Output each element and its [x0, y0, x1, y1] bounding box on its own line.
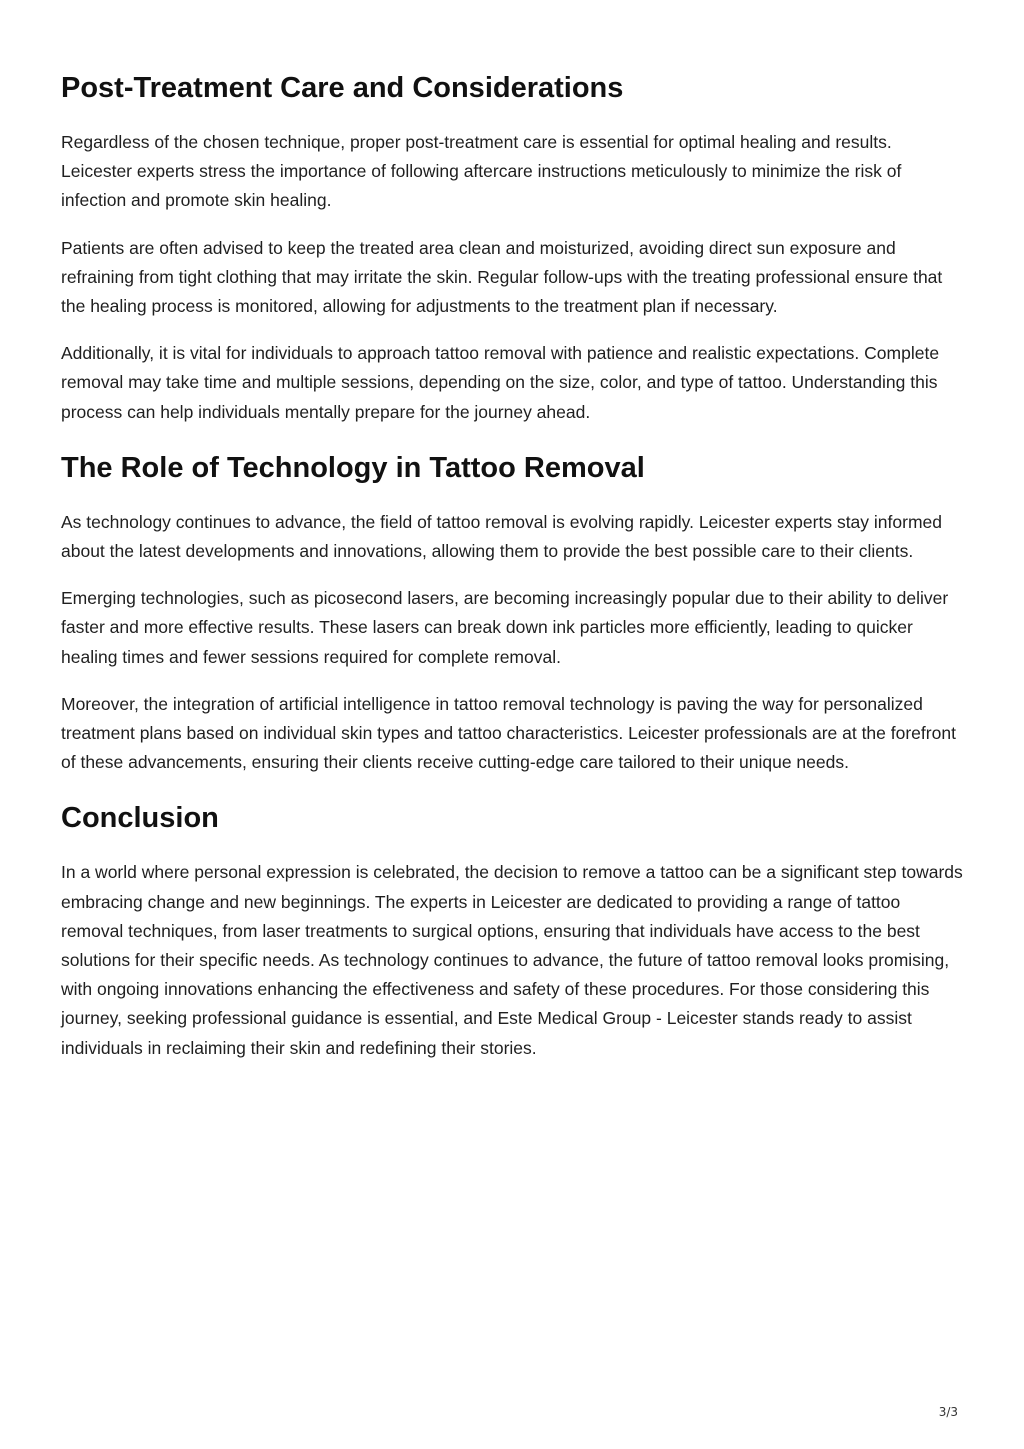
- paragraph: Emerging technologies, such as picosecond lasers, are becoming increasingly popular due to their ability to deliver faster and more effective results. These lasers can break down ink particles more efficiently, leading to quicker healing times and fewer sessions required for complete removal.: [61, 588, 949, 667]
- paragraph: Additionally, it is vital for individuals to approach tattoo removal with patience and realistic expectations. Complete removal may take time and multiple sessions, depending on the size, color, and type of tattoo. Understanding this process can help individuals mentally prepare for the journey ahead.: [61, 343, 940, 422]
- section-heading: Post-Treatment Care and Considerations: [61, 72, 624, 104]
- page-number: 3/3: [938, 1405, 958, 1419]
- document-page: [61, 0, 965, 1063]
- section-heading: Conclusion: [61, 802, 219, 835]
- paragraph: Moreover, the integration of artificial intelligence in tattoo removal technology is paving the way for personalized treatment plans based on individual skin types and tattoo characteristics. Leicester professionals are at the forefront of these advancements, ensuring their clients receive cutting-edge care tailored to their unique needs.: [61, 693, 956, 773]
- paragraph: In a world where personal expression is celebrated, the decision to remove a tattoo can be a significant step towards embracing change and new beginnings. The experts in Leicester are dedicated to providing a range of tattoo removal techniques, from laser treatments to surgical options, ensuring that individuals have access to the best solutions for their specific needs. As technology continues to advance, the future of tattoo removal looks promising, with ongoing innovations enhancing the effectiveness and safety of these procedures. For those considering this journey, seeking professional guidance is essential, and Este Medical Group - Leicester stands ready to assist individuals in reclaiming their skin and redefining their stories.: [61, 862, 963, 1058]
- section-heading: The Role of Technology in Tattoo Removal: [61, 451, 645, 484]
- paragraph: Patients are often advised to keep the treated area clean and moisturized, avoiding direct sun exposure and refraining from tight clothing that may irritate the skin. Regular follow-ups with the treating professional ensure that the healing process is monitored, allowing for adjustments to the treatment plan if necessary.: [61, 237, 943, 317]
- section-conclusion: [61, 800, 965, 1062]
- section-post-treatment-care: [61, 70, 965, 427]
- paragraph: Regardless of the chosen technique, proper post-treatment care is essential for optimal healing and results. Leicester experts stress the importance of following aftercare instructions meticulously to minimize the risk of infection and promote skin healing.: [61, 132, 902, 211]
- paragraph: As technology continues to advance, the field of tattoo removal is evolving rapidly. Leicester experts stay informed about the latest developments and innovations, allowing them to provide the best possible care to their clients.: [61, 511, 942, 562]
- section-role-of-technology: [61, 450, 965, 778]
